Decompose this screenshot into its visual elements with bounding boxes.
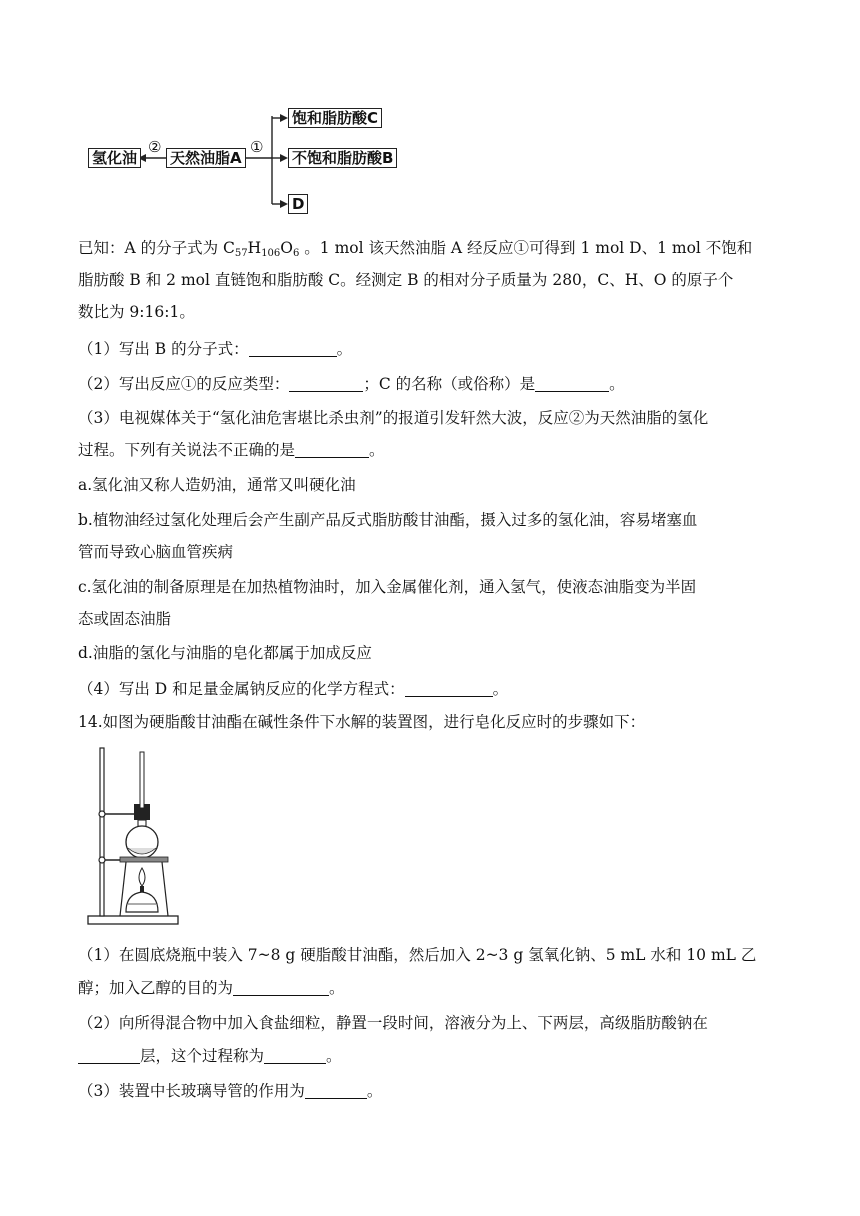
box-saturated-fatty-acid-C: 饱和脂肪酸C <box>288 108 382 128</box>
answer-blank[interactable] <box>305 1082 367 1099</box>
q14-p3-text: （3）装置中长玻璃导管的作用为 <box>78 1082 305 1100</box>
known-line-1 <box>78 236 752 259</box>
answer-blank[interactable] <box>405 680 493 697</box>
q14-part-2-line-1: （2）向所得混合物中加入食盐细粒，静置一段时间，溶液分为上、下两层，高级脂肪酸钠在 <box>78 1014 708 1032</box>
answer-blank[interactable] <box>249 340 337 357</box>
answer-blank[interactable] <box>289 375 363 392</box>
q13-part-1 <box>78 337 352 359</box>
q14-part-3 <box>78 1079 382 1101</box>
answer-blank[interactable] <box>264 1047 326 1064</box>
q14-p3-end: 。 <box>366 1082 383 1100</box>
q13-part-3-line-1: （3）电视媒体关于“氢化油危害堪比杀虫剂”的报道引发轩然大波，反应②为天然油脂的氢化 <box>78 409 709 427</box>
formula-o: O <box>280 239 293 257</box>
q13-p4-text: （4）写出 D 和足量金属钠反应的化学方程式： <box>78 680 405 698</box>
q13-part-4 <box>78 677 508 699</box>
q13-part-2 <box>78 372 625 394</box>
saponification-apparatus-image <box>86 744 186 930</box>
q14-p1-end: 。 <box>329 979 345 997</box>
answer-blank[interactable] <box>295 441 369 458</box>
q14-p2-end: 。 <box>326 1047 342 1065</box>
option-c-line-1: c.氢化油的制备原理是在加热植物油时，加入金属催化剂，通入氢气，使液态油脂变为半固 <box>78 578 697 596</box>
q13-p1-text: （1）写出 B 的分子式： <box>78 340 249 358</box>
q13-p3-end: 。 <box>369 441 385 459</box>
option-d: d.油脂的氢化与油脂的皂化都属于加成反应 <box>78 644 372 662</box>
q13-p1-end: 。 <box>336 340 353 358</box>
box-hydrogenated-oil: 氢化油 <box>88 148 141 168</box>
answer-blank[interactable] <box>535 375 609 392</box>
apparatus-drawing <box>86 744 186 930</box>
answer-blank[interactable] <box>78 1047 140 1064</box>
known-line-2: 脂肪酸 B 和 2 mol 直链饱和脂肪酸 C。经测定 B 的相对分子质量为 280，C、H、O 的原子个 <box>78 271 734 289</box>
box-natural-fat-A: 天然油脂A <box>166 148 246 168</box>
formula-sub-106: 106 <box>261 248 281 259</box>
reaction-1-label: ① <box>250 138 264 156</box>
q13-p3-text: 过程。下列有关说法不正确的是 <box>78 441 296 459</box>
q13-part-3-line-2 <box>78 438 385 460</box>
q14-title: 14.如图为硬脂酸甘油酯在碱性条件下水解的装置图，进行皂化反应时的步骤如下： <box>78 713 646 731</box>
known-rest: 。1 mol 该天然油脂 A 经反应①可得到 1 mol D、1 mol 不饱和 <box>299 239 753 257</box>
option-b-line-2: 管而导致心脑血管疾病 <box>78 543 234 561</box>
q13-p4-end: 。 <box>492 680 509 698</box>
q14-part-1-line-2 <box>78 976 345 998</box>
q14-part-2-line-2 <box>78 1044 342 1066</box>
option-c-line-2: 态或固态油脂 <box>78 610 172 628</box>
q14-p1-text: 醇；加入乙醇的目的为 <box>78 979 234 997</box>
q13-p2-mid: ；C 的名称（或俗称）是 <box>363 375 536 393</box>
q13-p2-text: （2）写出反应①的反应类型： <box>78 375 290 393</box>
reaction-scheme-diagram <box>86 104 406 220</box>
box-D: D <box>288 194 308 214</box>
option-a: a.氢化油又称人造奶油，通常又叫硬化油 <box>78 476 356 494</box>
q14-part-1-line-1: （1）在圆底烧瓶中装入 7~8 g 硬脂酸甘油酯，然后加入 2~3 g 氢氧化钠、5 mL 水和 10 mL 乙 <box>78 946 757 964</box>
formula-sub-57: 57 <box>234 248 248 259</box>
q13-p2-end: 。 <box>609 375 625 393</box>
formula-sub-6: 6 <box>293 248 300 259</box>
known-line-3: 数比为 9:16:1。 <box>78 303 195 321</box>
option-b-line-1: b.植物油经过氢化处理后会产生副产品反式脂肪酸甘油酯，摄入过多的氢化油，容易堵塞血 <box>78 511 698 529</box>
q14-p2-text: 层，这个过程称为 <box>140 1047 265 1065</box>
formula-h: H <box>247 239 262 257</box>
known-prefix: 已知：A 的分子式为 C <box>78 239 235 257</box>
answer-blank[interactable] <box>233 979 329 996</box>
reaction-2-label: ② <box>148 138 162 156</box>
box-unsaturated-fatty-acid-B: 不饱和脂肪酸B <box>288 148 397 168</box>
